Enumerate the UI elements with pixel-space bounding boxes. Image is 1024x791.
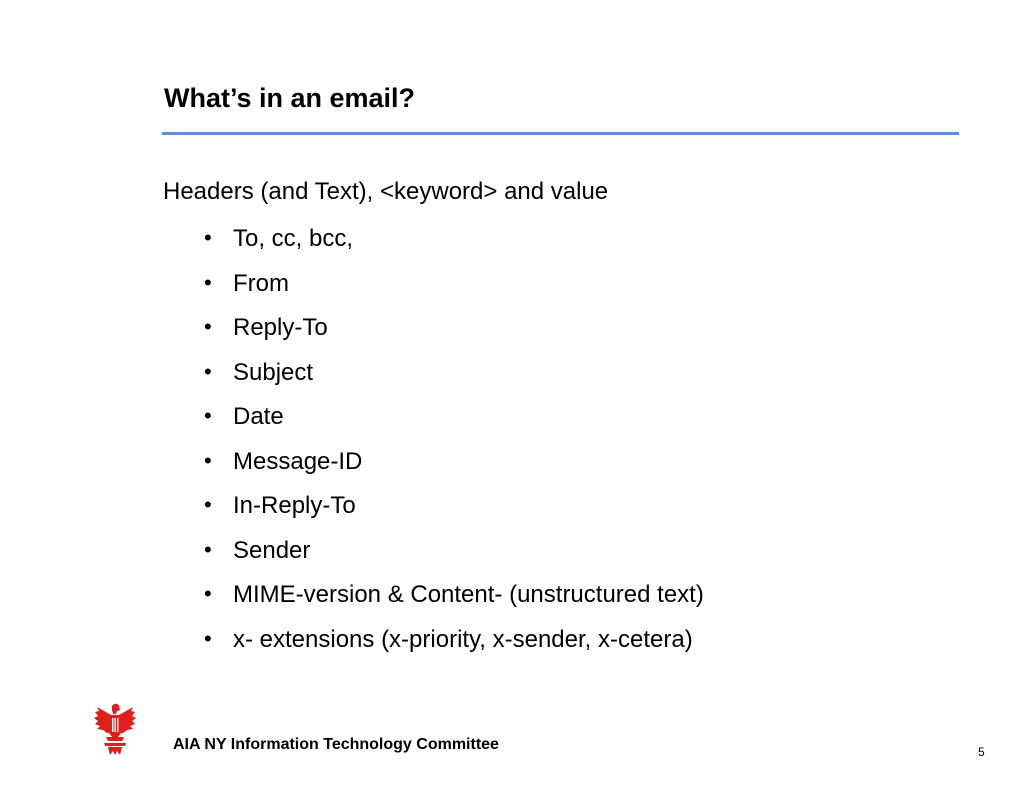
list-item-text: In-Reply-To	[233, 492, 356, 519]
bullet-dot-icon: •	[204, 492, 212, 517]
list-item	[204, 223, 704, 268]
list-item-text: x- extensions (x-priority, x-sender, x-cetera)	[233, 625, 693, 653]
list-item-text: Reply-To	[233, 314, 328, 341]
bullet-dot-icon: •	[204, 269, 212, 295]
slide-title: What’s in an email?	[164, 83, 416, 113]
title-rule	[162, 132, 959, 135]
bullet-dot-icon: •	[204, 581, 212, 606]
bullet-dot-icon: •	[204, 314, 212, 339]
list-item	[204, 579, 704, 624]
aia-eagle-logo-icon	[94, 703, 136, 755]
bullet-dot-icon: •	[204, 536, 212, 562]
list-item	[204, 357, 704, 402]
list-item	[204, 268, 704, 313]
list-item	[204, 490, 704, 535]
list-item	[204, 401, 704, 446]
bullet-dot-icon: •	[204, 625, 212, 651]
bullet-list	[204, 223, 704, 668]
list-item-text: Date	[233, 403, 284, 430]
list-item-text: MIME-version & Content- (unstructured text)	[233, 581, 704, 608]
list-item	[204, 535, 704, 580]
bullet-dot-icon: •	[204, 403, 212, 428]
list-item-text: To, cc, bcc,	[233, 225, 354, 252]
list-item-text: Subject	[233, 358, 314, 386]
bullet-dot-icon: •	[204, 447, 212, 473]
list-item-text: From	[233, 269, 289, 297]
list-item-text: Sender	[233, 536, 311, 564]
page-number: 5	[978, 745, 985, 759]
footer-organization: AIA NY Information Technology Committee	[173, 736, 499, 753]
lead-text: Headers (and Text), <keyword> and value	[163, 178, 609, 205]
bullet-dot-icon: •	[204, 358, 212, 384]
list-item	[204, 624, 704, 669]
list-item	[204, 446, 704, 491]
bullet-dot-icon: •	[204, 225, 212, 250]
list-item	[204, 312, 704, 357]
list-item-text: Message-ID	[233, 447, 363, 475]
